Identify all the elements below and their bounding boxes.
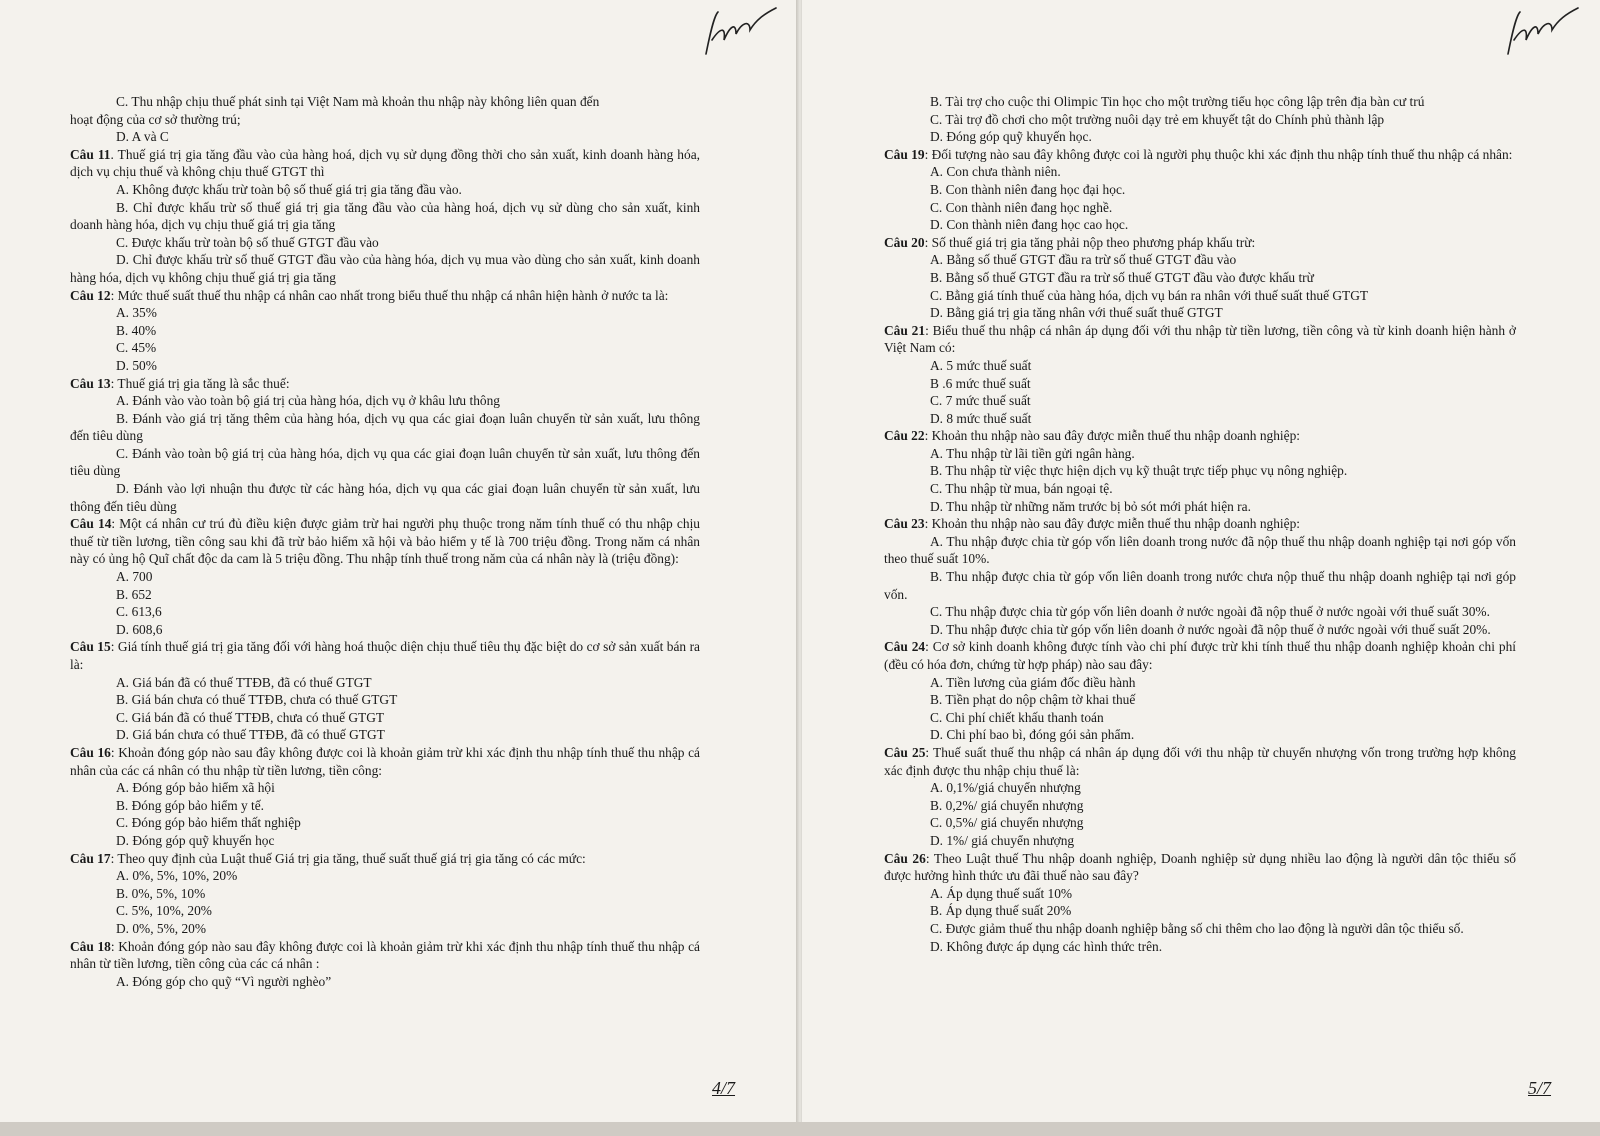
answer-option: D. Đóng góp quỹ khuyến học [116,832,275,848]
answer-option: D. Bằng giá trị gia tăng nhân với thuế suất thuế GTGT [930,305,1223,321]
question-number: Câu 16 [70,744,111,760]
question-text: : Biểu thuế thu nhập cá nhân áp dụng đối với thu nhập từ tiền lương, tiền công và từ kinh doanh hiện hành ở Việt Nam có: [884,322,1516,356]
question-text: : Khoản đóng góp nào sau đây không được coi là khoản giảm trừ khi xác định thu nhập tính thuế thu nhập cá nhân từ tiền lương, tiền công của các cá nhân : [70,938,700,972]
question-text: : Cơ sở kinh doanh không được tính vào chi phí được trừ khi tính thuế thu nhập doanh nghiệp khoản chi phí (đều có hóa đơn, chứng từ hợp pháp) nào sau đây: [884,639,1516,672]
handwritten-signature-right [1502,4,1582,60]
answer-option: B. Tài trợ cho cuộc thi Olimpic Tin học cho một trường tiểu học công lập trên địa bàn cư trú [930,94,1425,109]
answer-option: A. 0%, 5%, 10%, 20% [116,868,238,884]
answer-option: C. 7 mức thuế suất [930,393,1031,409]
question [70,744,700,779]
answer-option: B. 652 [116,586,152,602]
answer-option: A. 5 mức thuế suất [930,357,1032,373]
scanner-bottom-edge [0,1122,1600,1136]
question-text: : Khoản thu nhập nào sau đây được miễn thuế thu nhập doanh nghiệp: [924,428,1300,444]
question [70,375,700,393]
question-text: : Khoản đóng góp nào sau đây không được coi là khoản giảm trừ khi xác định thu nhập tính thuế thu nhập cá nhân của các cá nhân có thu nhập từ tiền lương, tiền công: [70,744,700,778]
answer-option: B .6 mức thuế suất [930,375,1031,391]
text-line: hoạt động của cơ sở thường trú; [70,111,241,127]
answer-option: D. Chỉ được khấu trừ số thuế GTGT đầu vào của hàng hóa, dịch vụ mua vào dùng cho sản xuất, kinh doanh hàng hóa, dịch vụ không chịu thuế giá trị gia tăng [70,252,700,285]
question-text: : Theo quy định của Luật thuế Giá trị gia tăng, thuế suất thuế giá trị gia tăng có các mức: [110,850,586,866]
answer-option: C. Thu nhập được chia từ góp vốn liên doanh ở nước ngoài đã nộp thuế ở nước ngoài với thuế suất 30%. [930,604,1490,620]
answer-option: C. 613,6 [116,604,162,620]
answer-option: B. 40% [116,322,157,338]
answer-option: D. 608,6 [116,621,163,637]
question [70,287,700,305]
answer-option: C. 5%, 10%, 20% [116,903,212,919]
answer-option: B. Giá bán chưa có thuế TTĐB, chưa có thuế GTGT [116,692,398,708]
question-number: Câu 19 [884,146,925,162]
question [884,744,1516,779]
right-page-text [884,93,1516,955]
answer-option: D. 50% [116,357,157,373]
question-text: : Đối tượng nào sau đây không được coi là người phụ thuộc khi xác định thu nhập tính thuế thu nhập cá nhân: [924,146,1513,162]
answer-option: A. Con chưa thành niên. [930,164,1061,180]
answer-option: D. Không được áp dụng các hình thức trên. [930,938,1163,954]
answer-option: C. Được khấu trừ toàn bộ số thuế GTGT đầu vào [116,234,379,250]
question-number: Câu 22 [884,428,925,444]
question [884,234,1516,252]
question-number: Câu 11 [70,146,111,162]
answer-option: C. Được giảm thuế thu nhập doanh nghiệp bằng số chi thêm cho lao động là người dân tộc thiểu số. [930,920,1464,936]
answer-option: C. 45% [116,340,157,356]
answer-option: C. Tài trợ đồ chơi cho một trường nuôi dạy trẻ em khuyết tật do Chính phủ thành lập [930,111,1385,127]
answer-option: A. 0,1%/giá chuyển nhượng [930,780,1081,796]
answer-option: B. Con thành niên đang học đại học. [930,181,1126,197]
question [884,322,1516,357]
left-page-text [70,93,700,990]
answer-option: C. Đánh vào toàn bộ giá trị của hàng hóa, dịch vụ qua các giai đoạn luân chuyển từ sản xuất, lưu thông đến tiêu dùng [70,445,700,479]
question-number: Câu 17 [70,850,111,866]
question-text: : Thuế giá trị gia tăng là sắc thuế: [110,375,290,391]
page-number: 4/7 [712,1078,736,1098]
question-text: : Thuế suất thuế thu nhập cá nhân áp dụng đối với thu nhập từ chuyển nhượng vốn trong trường hợp không xác định được thu nhập chịu thuế là: [884,744,1516,778]
question-text: : Mức thuế suất thuế thu nhập cá nhân cao nhất trong biểu thuế thu nhập cá nhân hiện hành ở nước ta là: [110,287,669,303]
answer-option: D. 0%, 5%, 20% [116,920,207,936]
answer-option: D. Thu nhập từ những năm trước bị bỏ sót mới phát hiện ra. [930,498,1251,514]
answer-option: B. Chỉ được khấu trừ số thuế giá trị gia tăng đầu vào của hàng hoá, dịch vụ sử dùng cho sản xuất, kinh doanh hàng hóa, dịch vụ chịu thuế giá trị gia tăng [70,199,700,233]
question-number: Câu 12 [70,287,111,303]
answer-option: D. Chi phí bao bì, đóng gói sản phẩm. [930,727,1135,743]
answer-option: D. Giá bán chưa có thuế TTĐB, đã có thuế GTGT [116,727,385,743]
answer-option: A. Thu nhập được chia từ góp vốn liên doanh trong nước đã nộp thuế thu nhập doanh nghiệp tại nơi góp vốn theo thuế suất 10%. [884,533,1516,567]
question [884,515,1516,533]
answer-option: C. Bằng giá tính thuế của hàng hóa, dịch vụ bán ra nhân với thuế suất thuế GTGT [930,287,1369,303]
answer-option: D. Con thành niên đang học cao học. [930,217,1129,233]
answer-option: B. Bằng số thuế GTGT đầu ra trừ số thuế GTGT đầu vào được khấu trừ [930,269,1314,285]
question-number: Câu 23 [884,516,925,532]
question [70,638,700,673]
answer-option: B. Đóng góp bảo hiểm y tế. [116,797,265,813]
question-number: Câu 21 [884,322,926,338]
question [884,638,1516,673]
answer-option: C. Đóng góp bảo hiểm thất nghiệp [116,815,301,831]
answer-option: D. Đóng góp quỹ khuyến học. [930,129,1092,145]
answer-option: B. 0%, 5%, 10% [116,885,206,901]
answer-option: C. Thu nhập chịu thuế phát sinh tại Việt Nam mà khoản thu nhập này không liên quan đến [116,94,600,109]
answer-option: B. Thu nhập từ việc thực hiện dịch vụ kỹ thuật trực tiếp phục vụ nông nghiệp. [930,463,1348,479]
answer-option: A. Đánh vào vào toàn bộ giá trị của hàng hóa, dịch vụ ở khâu lưu thông [116,393,500,409]
answer-option: A. Giá bán đã có thuế TTĐB, đã có thuế GTGT [116,674,372,690]
question-number: Câu 18 [70,938,111,954]
answer-option: D. Đánh vào lợi nhuận thu được từ các hàng hóa, dịch vụ qua các giai đoạn luân chuyển từ sản xuất, lưu thông đến tiêu dùng [70,481,700,514]
question [884,427,1516,445]
answer-option: B. Áp dụng thuế suất 20% [930,903,1072,919]
answer-option: D. 1%/ giá chuyển nhượng [930,832,1075,848]
answer-option: A. Áp dụng thuế suất 10% [930,885,1073,901]
answer-option: A. Thu nhập từ lãi tiền gửi ngân hàng. [930,445,1135,461]
answer-option: C. Thu nhập từ mua, bán ngoại tệ. [930,481,1113,497]
answer-option: B. 0,2%/ giá chuyển nhượng [930,797,1084,813]
question [70,938,700,973]
question-number: Câu 26 [884,850,926,866]
question [70,850,700,868]
question-text: : Theo Luật thuế Thu nhập doanh nghiệp, Doanh nghiệp sử dụng nhiều lao động là người dân tộc thiểu số được hưởng hình thức ưu đãi thuế nào sau đây? [884,850,1516,884]
question-text: . Thuế giá trị gia tăng đầu vào của hàng hoá, dịch vụ sử dụng đồng thời cho sản xuất, kinh doanh hàng hóa, dịch vụ chịu thuế và không chịu thuế GTGT thì [70,146,700,180]
question-number: Câu 15 [70,639,111,655]
question-number: Câu 25 [884,744,926,760]
answer-option: B. Thu nhập được chia từ góp vốn liên doanh trong nước chưa nộp thuế thu nhập doanh nghiệp tại nơi góp vốn. [884,569,1516,602]
question-text: : Số thuế giá trị gia tăng phải nộp theo phương pháp khấu trừ: [924,234,1256,250]
left-page [0,0,798,1122]
answer-option: D. Thu nhập được chia từ góp vốn liên doanh ở nước ngoài đã nộp thuế ở nước ngoài với thuế suất 20%. [930,621,1491,637]
answer-option: A. Không được khấu trừ toàn bộ số thuế giá trị gia tăng đầu vào. [116,181,462,197]
question [884,850,1516,885]
answer-option: C. 0,5%/ giá chuyển nhượng [930,815,1084,831]
question-number: Câu 20 [884,234,925,250]
question-text: : Một cá nhân cư trú đủ điều kiện được giảm trừ hai người phụ thuộc trong năm tính thuế có thu nhập chịu thuế từ tiền lương, tiền công sau khi đã trừ bảo hiểm xã hội và bảo hiểm y tế là 700 triệu đồng. Trong năm cá nhân này có ủng hộ Quĩ chất độc da cam là 5 triệu đồng. Thu nhập tính thuế trong năm của cá nhân này là (triệu đồng): [70,516,700,567]
answer-option: A. 700 [116,569,153,585]
answer-option: A. Tiền lương của giám đốc điều hành [930,674,1136,690]
question-number: Câu 13 [70,375,111,391]
question [70,146,700,181]
question-text: : Giá tính thuế giá trị gia tăng đối với hàng hoá thuộc diện chịu thuế tiêu thụ đặc biệt do cơ sở sản xuất bán ra là: [70,639,700,672]
answer-option: C. Chi phí chiết khấu thanh toán [930,709,1104,725]
answer-option: C. Con thành niên đang học nghề. [930,199,1113,215]
answer-option: A. 35% [116,305,157,321]
question [70,515,700,568]
answer-option: B. Tiền phạt do nộp chậm tờ khai thuế [930,692,1136,708]
question-text: : Khoản thu nhập nào sau đây được miễn thuế thu nhập doanh nghiệp: [924,516,1300,532]
answer-option: A. Đóng góp bảo hiểm xã hội [116,780,275,796]
page-number: 5/7 [1528,1078,1552,1098]
answer-option: D. A và C [116,129,169,145]
answer-option: B. Đánh vào giá trị tăng thêm của hàng hóa, dịch vụ qua các giai đoạn luân chuyển từ sản xuất, lưu thông đến tiêu dùng [70,410,700,444]
answer-option: C. Giá bán đã có thuế TTĐB, chưa có thuế GTGT [116,709,385,725]
handwritten-signature-left [700,4,780,60]
answer-option: A. Bằng số thuế GTGT đầu ra trừ số thuế GTGT đầu vào [930,252,1237,268]
question [884,146,1516,164]
question-number: Câu 14 [70,516,112,532]
answer-option: A. Đóng góp cho quỹ “Vì người nghèo” [116,973,332,989]
question-number: Câu 24 [884,639,926,655]
answer-option: D. 8 mức thuế suất [930,410,1032,426]
right-page [802,0,1600,1122]
